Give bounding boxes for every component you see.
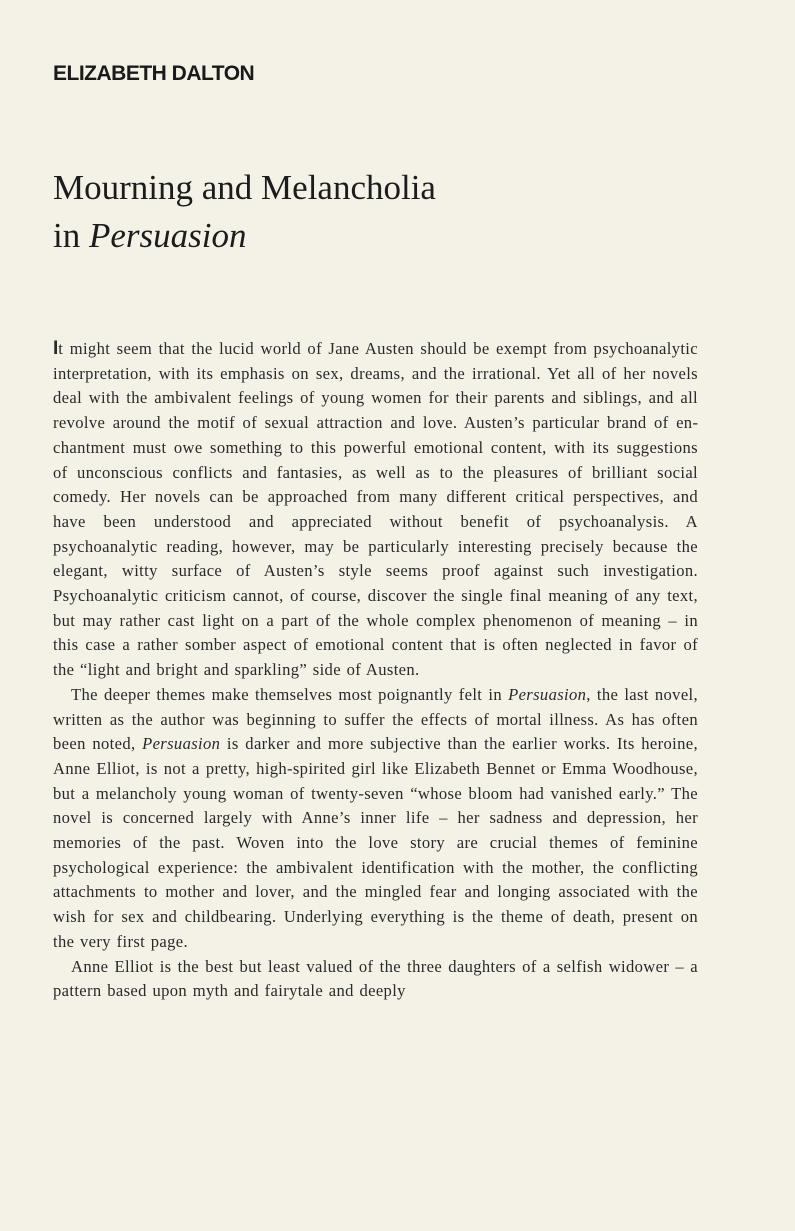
paragraph-2-text-c: is darker and more subjective than the earlier works. Its heroine, Anne Elliot, is not a pretty, high-spirited girl like Elizabeth Bennet or Emma Woodhouse, but a melancholy young woman of twenty-seven “whose bloom had vanished early.” The novel is concerned largely with Anne’s inner life – her sadness and depression, her memories of the past. Woven into the love story are crucial themes of feminine psychological experience: the ambivalent identification with the mother, the conflicting attachments to mother and lover, and the mingled fear and longing associated with the wish for sex and childbearing. Underlying everything is the theme of death, present on the very first page. (53, 734, 698, 951)
paragraph-1 (53, 337, 698, 683)
initial-letter: I (53, 338, 59, 359)
paragraph-2-book-title-a: Persuasion (508, 684, 587, 704)
paragraph-2 (53, 683, 698, 955)
title-book-name: Persuasion (88, 216, 247, 255)
paragraph-3 (53, 955, 698, 1004)
paragraph-1-text: t might seem that the lucid world of Jane Austen should be exempt from psychoanalytic interpretation, with its emphasis on sex, dreams, and the irrational. Yet all of her novels deal with the ambivalent feelings of young women for their parents and siblings, and all revolve around the motif of sexual attraction and love. Austen’s particular brand of enchantment must owe something to this powerful emotional content, with its suggestions of unconscious conflicts and fantasies, as well as to the pleasures of brilliant social comedy. Her novels can be approached from many different critical perspectives, and have been understood and appreciated without benefit of psychoanalysis. A psychoanalytic reading, however, may be particularly interesting precisely because the elegant, witty surface of Austen’s style seems proof against such investigation. Psychoanalytic criticism cannot, of course, discover the single final meaning of any text, but may rather cast light on a part of the whole complex phenomenon of meaning – in this case a rather somber aspect of emotional content that is often neglected in favor of the “light and bright and sparkling” side of Austen. (53, 339, 698, 680)
article-title (53, 164, 753, 260)
title-line-2 (53, 212, 753, 260)
paragraph-2-text-a: The deeper themes make themselves most poignantly felt in (71, 684, 509, 704)
title-line-1: Mourning and Melancholia (53, 168, 436, 207)
title-prefix: in (53, 216, 89, 255)
paragraph-2-book-title-b: Persuasion (142, 734, 221, 754)
paragraph-3-text: Anne Elliot is the best but least valued of the three daughters of a selfish widower – a pattern based upon myth and fairytale and deeply (53, 956, 698, 1001)
author-name: ELIZABETH DALTON (53, 62, 255, 85)
article-body (53, 337, 698, 1004)
paragraph-2-text-b: , the last novel, written as the author was beginning to suffer the effects of mortal illness. As has often been noted, (53, 684, 698, 754)
